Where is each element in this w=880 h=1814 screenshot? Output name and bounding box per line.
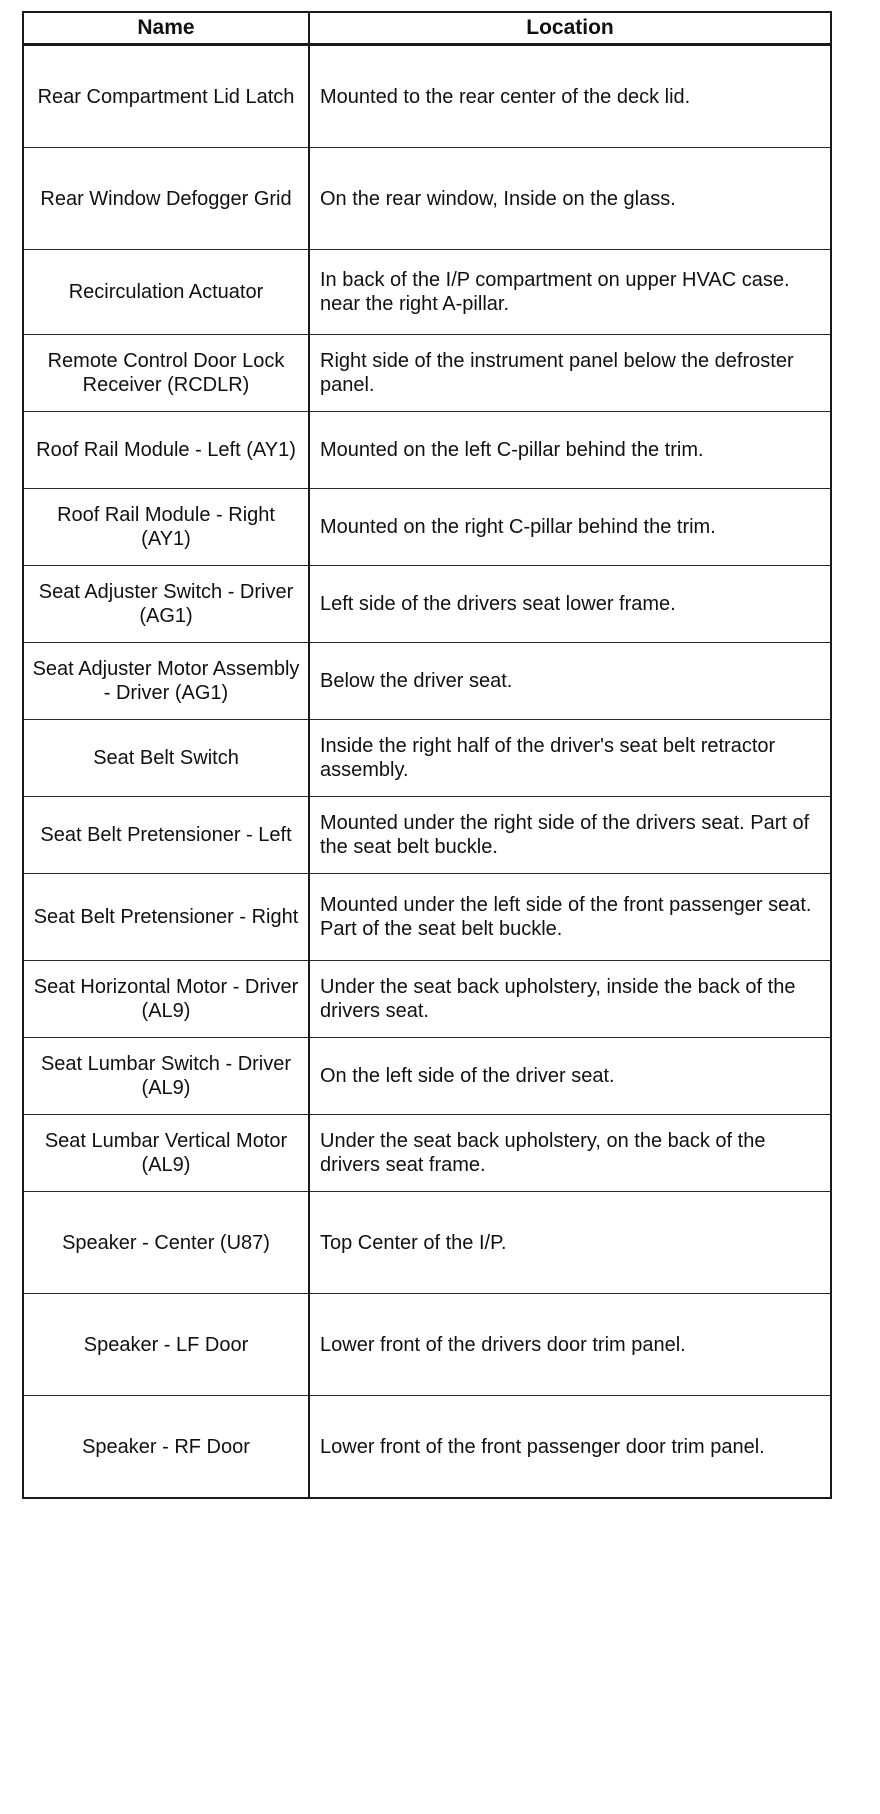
location-text: Under the seat back upholstery, on the back of the drivers seat frame. — [320, 1130, 766, 1176]
location-cell — [309, 1192, 831, 1294]
name-cell — [23, 1038, 309, 1115]
name-text: Rear Compartment Lid Latch — [37, 85, 295, 108]
location-text: Left side of the drivers seat lower frame. — [320, 593, 676, 615]
location-text: On the rear window, Inside on the glass. — [320, 187, 676, 210]
location-text: Top Center of the I/P. — [320, 1231, 507, 1254]
table-row — [23, 1294, 831, 1396]
name-text: Seat Adjuster Motor Assembly - Driver (AG1) — [32, 658, 300, 704]
table-row — [23, 148, 831, 250]
column-header-location: Location — [309, 12, 831, 45]
location-text: Lower front of the front passenger door trim panel. — [320, 1435, 765, 1458]
table-row — [23, 961, 831, 1038]
name-cell — [23, 566, 309, 643]
location-cell — [309, 412, 831, 489]
table-row — [23, 335, 831, 412]
location-text: In back of the I/P compartment on upper HVAC case. near the right A-pillar. — [320, 269, 790, 315]
location-cell — [309, 961, 831, 1038]
location-text: On the left side of the driver seat. — [320, 1065, 615, 1087]
name-text: Recirculation Actuator — [68, 281, 264, 303]
name-cell — [23, 643, 309, 720]
name-cell — [23, 1192, 309, 1294]
name-cell — [23, 961, 309, 1038]
table-header-row — [23, 12, 831, 45]
location-text: Right side of the instrument panel below the defroster panel. — [320, 350, 794, 396]
name-text: Speaker - RF Door — [82, 1435, 250, 1458]
name-cell — [23, 45, 309, 148]
location-cell — [309, 335, 831, 412]
table-row — [23, 489, 831, 566]
table-row — [23, 1192, 831, 1294]
location-text: Below the driver seat. — [320, 670, 513, 692]
location-cell — [309, 1115, 831, 1192]
name-text: Seat Lumbar Switch - Driver (AL9) — [40, 1053, 292, 1099]
table-row — [23, 1038, 831, 1115]
name-cell — [23, 797, 309, 874]
location-cell — [309, 797, 831, 874]
location-cell — [309, 643, 831, 720]
location-cell — [309, 1294, 831, 1396]
name-text: Roof Rail Module - Right (AY1) — [57, 504, 275, 550]
table-row — [23, 250, 831, 335]
name-text: Seat Lumbar Vertical Motor (AL9) — [44, 1130, 288, 1176]
name-cell — [23, 489, 309, 566]
table-row — [23, 45, 831, 148]
location-text: Mounted to the rear center of the deck lid. — [320, 85, 691, 108]
name-cell — [23, 1115, 309, 1192]
name-cell — [23, 250, 309, 335]
location-cell — [309, 45, 831, 148]
table-row — [23, 1396, 831, 1499]
name-cell — [23, 874, 309, 961]
location-text: Inside the right half of the driver's seat belt retractor assembly. — [320, 735, 776, 781]
table-row — [23, 412, 831, 489]
name-text: Seat Belt Switch — [93, 747, 239, 769]
location-text: Mounted on the left C-pillar behind the trim. — [320, 439, 704, 461]
name-cell — [23, 720, 309, 797]
component-location-table — [22, 11, 832, 1499]
location-cell — [309, 874, 831, 961]
location-cell — [309, 148, 831, 250]
table-row — [23, 874, 831, 961]
table-row — [23, 720, 831, 797]
name-text: Seat Adjuster Switch - Driver (AG1) — [38, 581, 294, 627]
table-row — [23, 1115, 831, 1192]
name-cell — [23, 1396, 309, 1499]
location-text: Lower front of the drivers door trim panel. — [320, 1333, 686, 1356]
table-row — [23, 797, 831, 874]
name-text: Seat Belt Pretensioner - Left — [40, 824, 292, 846]
location-cell — [309, 566, 831, 643]
location-cell — [309, 1038, 831, 1115]
name-cell — [23, 1294, 309, 1396]
name-cell — [23, 148, 309, 250]
column-header-name: Name — [23, 12, 309, 45]
location-cell — [309, 1396, 831, 1499]
name-cell — [23, 335, 309, 412]
location-text: Under the seat back upholstery, inside the back of the drivers seat. — [320, 976, 796, 1022]
name-text: Seat Belt Pretensioner - Right — [33, 906, 299, 928]
location-cell — [309, 250, 831, 335]
location-text: Mounted under the right side of the drivers seat. Part of the seat belt buckle. — [320, 812, 810, 858]
location-text: Mounted under the left side of the front passenger seat. Part of the seat belt buckle. — [320, 894, 812, 940]
table-row — [23, 643, 831, 720]
name-text: Seat Horizontal Motor - Driver (AL9) — [33, 976, 299, 1022]
name-text: Rear Window Defogger Grid — [40, 187, 292, 210]
name-text: Speaker - Center (U87) — [62, 1231, 270, 1254]
name-text: Roof Rail Module - Left (AY1) — [36, 439, 296, 461]
name-cell — [23, 412, 309, 489]
table-row — [23, 566, 831, 643]
location-cell — [309, 489, 831, 566]
location-text: Mounted on the right C-pillar behind the trim. — [320, 516, 716, 538]
location-cell — [309, 720, 831, 797]
name-text: Speaker - LF Door — [83, 1333, 249, 1356]
name-text: Remote Control Door Lock Receiver (RCDLR) — [47, 350, 285, 396]
